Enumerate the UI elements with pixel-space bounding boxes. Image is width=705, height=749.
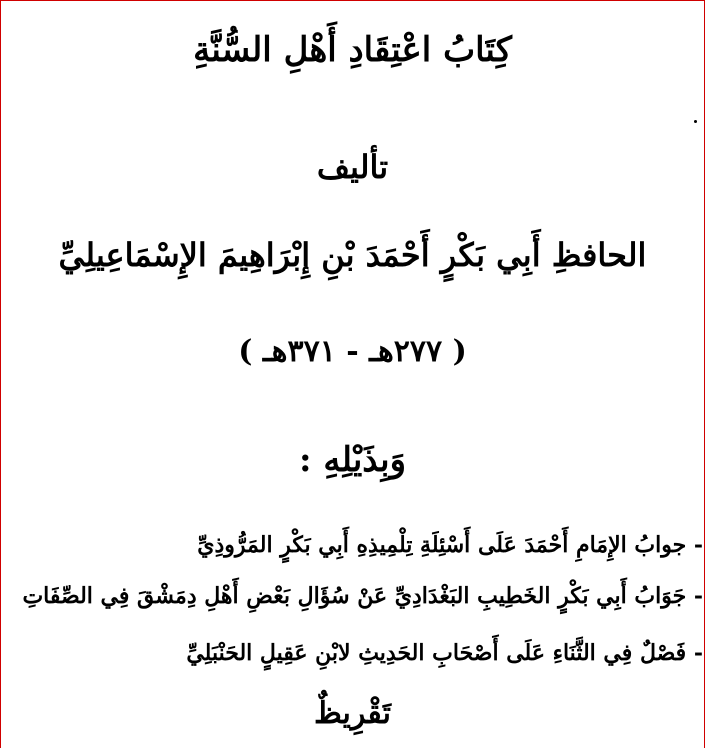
foreword-heading: تَقْرِيظٌ bbox=[314, 696, 391, 731]
author-name: الحافظِ أَبِي بَكْرٍ أَحْمَدَ بْنِ إِبْرَاهِيمَ الإِسْمَاعِيلِيِّ bbox=[58, 236, 647, 274]
appendix-item: - جَوَابُ أَبِي بَكْرٍ الخَطِيبِ البَغْدَادِيِّ عَنْ سُؤَالِ بَعْضِ أَهْلِ دِمَشْقَ فِي الصِّفَاتِ bbox=[22, 583, 703, 609]
appendix-item: - جوابُ الإِمَامِ أَحْمَدَ عَلَى أَسْئِلَةِ تِلْمِيذِهِ أَبِي بَكْرٍ المَرُّوذِيِّ bbox=[197, 532, 703, 558]
stray-dot bbox=[694, 120, 697, 123]
appendix-item: - فَصْلٌ فِي الثَّنَاءِ عَلَى أَصْحَابِ الحَدِيثِ لابْنِ عَقِيلٍ الحَنْبَلِيِّ bbox=[186, 640, 703, 666]
appendix-heading: وَبِذَيْلِهِ : bbox=[298, 440, 407, 480]
book-title: كِتَابُ اعْتِقَادِ أَهْلِ السُّنَّةِ bbox=[193, 30, 512, 70]
authorship-label: تأليف bbox=[316, 148, 389, 186]
author-dates: ( ٢٧٧هـ - ٣٧١هـ ) bbox=[238, 334, 467, 369]
